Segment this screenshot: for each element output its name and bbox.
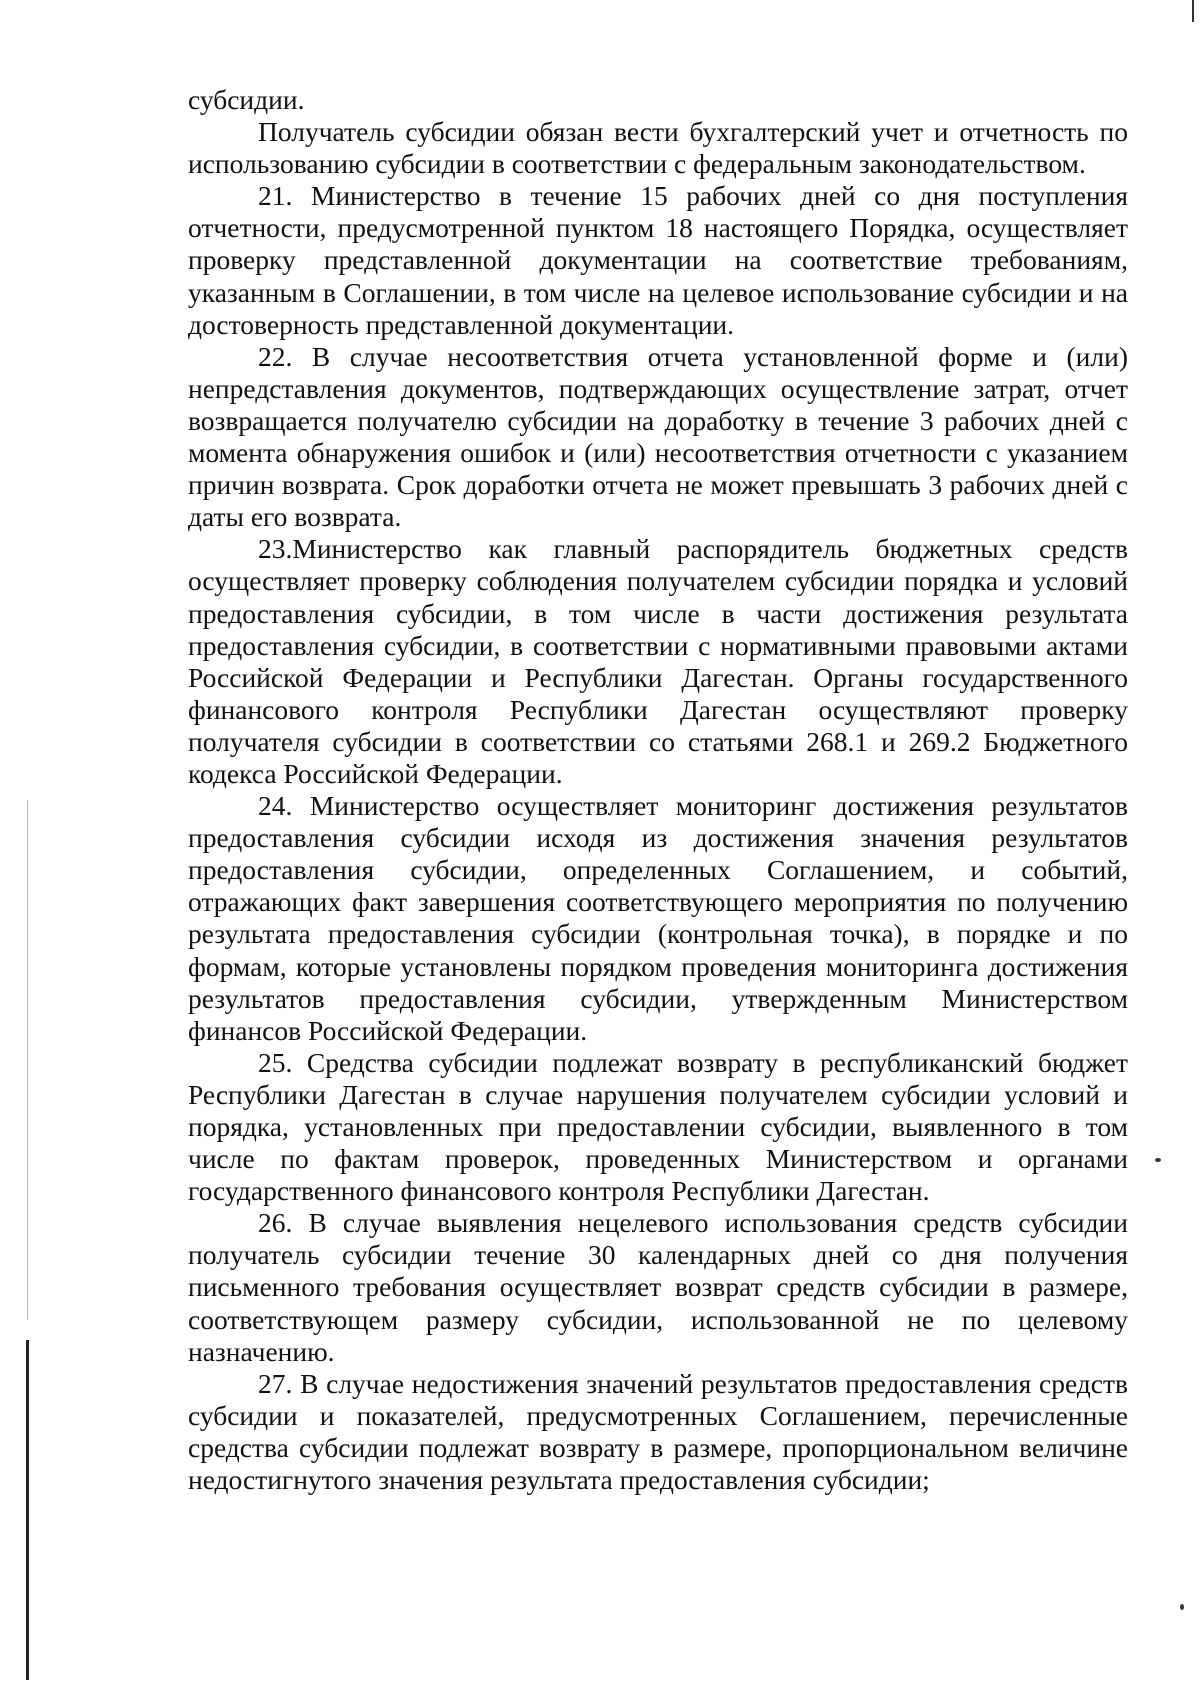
scan-edge-mark xyxy=(1192,0,1194,22)
paragraph-24: 24. Министерство осуществляет мониторинг достижения результатов предоставления субсидии исходя из достижения значения результатов предоставления субсидии, определенных Соглашением, и событий, отражающих факт завершения соответствующего мероприятия по получению результата предоставления субсидии (контрольная точка), в порядке и по формам, которые установлены порядком проведения мониторинга достижения результатов предоставления субсидии, утвержденным Министерством финансов Российской Федерации. xyxy=(188,790,1128,1046)
paragraph-26: 26. В случае выявления нецелевого использования средств субсидии получатель субсидии течение 30 календарных дней со дня получения письменного требования осуществляет возврат средств субсидии в размере, соответствующем размеру субсидии, использованной не по целевому назначению. xyxy=(188,1207,1128,1367)
paragraph-continuation: субсидии. xyxy=(188,84,305,115)
scan-edge-line xyxy=(27,800,28,1320)
paragraph-23: 23.Министерство как главный распорядитель бюджетных средств осуществляет проверку соблюдения получателем субсидии порядка и условий предоставления субсидии, в том числе в части достижения результата предоставления субсидии, в соответствии с нормативными правовыми актами Российской Федерации и Республики Дагестан. Органы государственного финансового контроля Республики Дагестан осуществляют проверку получателя субсидии в соответствии со статьями 268.1 и 269.2 Бюджетного кодекса Российской Федерации. xyxy=(188,533,1128,789)
paragraph-21: 21. Министерство в течение 15 рабочих дней со дня поступления отчетности, предусмотренной пунктом 18 настоящего Порядка, осуществляет проверку представленной документации на соответствие требованиям, указанным в Соглашении, в том числе на целевое использование субсидии и на достоверность представленной документации. xyxy=(188,180,1128,340)
paragraph-accounting: Получатель субсидии обязан вести бухгалтерский учет и отчетность по использованию субсидии в соответствии с федеральным законодательством. xyxy=(188,116,1128,180)
scan-edge-bar xyxy=(26,1340,29,1680)
paragraph-27: 27. В случае недостижения значений результатов предоставления средств субсидии и показателей, предусмотренных Соглашением, перечисленные средства субсидии подлежат возврату в размере, пропорциональном величине недостигнутого значения результата предоставления субсидии; xyxy=(188,1367,1128,1496)
scan-speck xyxy=(1180,1604,1184,1610)
scan-speck xyxy=(1155,1158,1161,1162)
document-page xyxy=(188,84,1128,1496)
paragraph-22: 22. В случае несоответствия отчета установленной форме и (или) непредставления документов, подтверждающих осуществление затрат, отчет возвращается получателю субсидии на доработку в течение 3 рабочих дней с момента обнаружения ошибок и (или) несоответствия отчетности с указанием причин возврата. Срок доработки отчета не может превышать 3 рабочих дней с даты его возврата. xyxy=(188,340,1128,533)
paragraph-25: 25. Средства субсидии подлежат возврату в республиканский бюджет Республики Дагестан в случае нарушения получателем субсидии условий и порядка, установленных при предоставлении субсидии, выявленного в том числе по фактам проверок, проведенных Министерством и органами государственного финансового контроля Республики Дагестан. xyxy=(188,1046,1128,1207)
